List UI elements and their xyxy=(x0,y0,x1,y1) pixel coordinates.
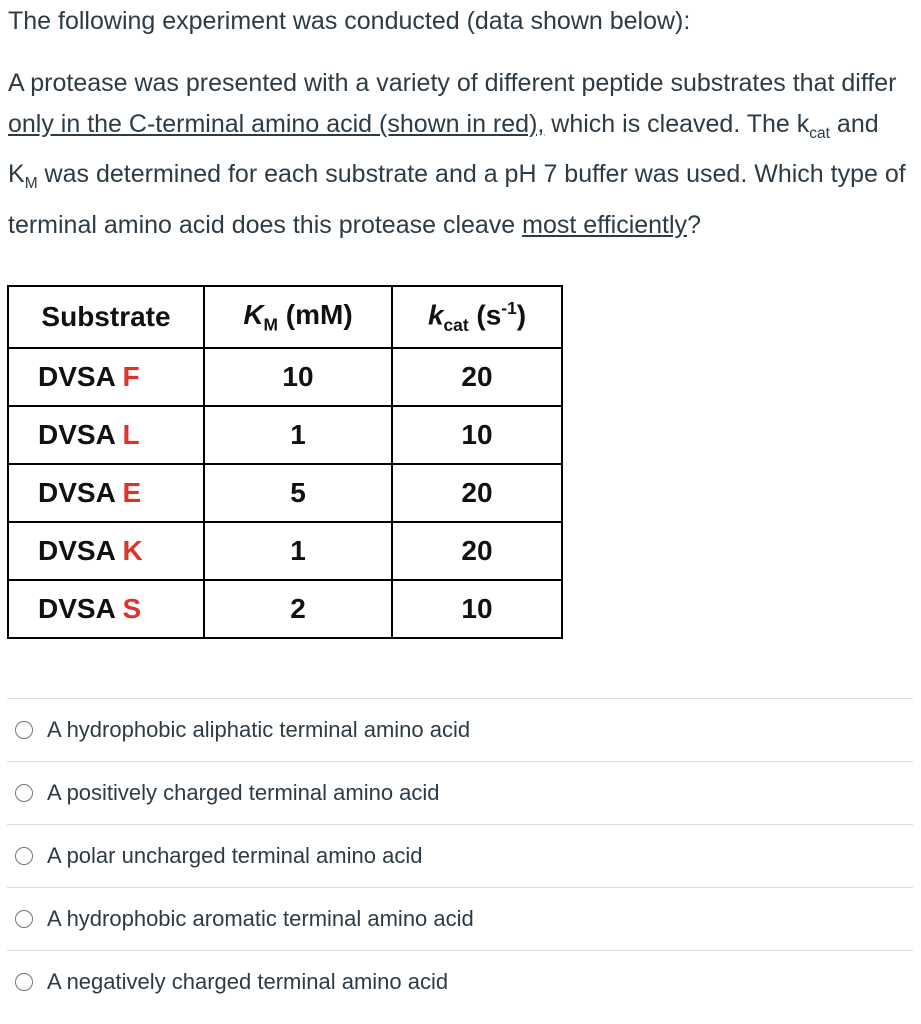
substrate-cell: DVSA E xyxy=(8,464,204,522)
underlined-phrase: only in the C-terminal amino acid (shown in red), xyxy=(8,109,545,138)
table-row xyxy=(8,522,562,580)
answer-option-aliphatic[interactable] xyxy=(7,698,913,761)
terminal-amino-acid: E xyxy=(122,477,142,508)
substrate-cell: DVSA F xyxy=(8,348,204,406)
kcat-symbol: $k_{cat}$ xyxy=(796,109,830,142)
km-cell: 2 xyxy=(204,580,392,638)
table-row xyxy=(8,406,562,464)
terminal-amino-acid: K xyxy=(122,535,143,566)
answer-label: A negatively charged terminal amino acid xyxy=(47,969,449,994)
kcat-cell: 20 xyxy=(392,522,562,580)
km-cell: 1 xyxy=(204,522,392,580)
terminal-amino-acid: F xyxy=(122,361,140,392)
answer-option-polar[interactable] xyxy=(7,824,913,887)
kcat-cell: 10 xyxy=(392,406,562,464)
terminal-amino-acid: S xyxy=(122,593,142,624)
substrate-cell: DVSA S xyxy=(8,580,204,638)
header-kcat: $k_{cat}$ $(s^{-1})$ xyxy=(392,286,562,348)
table-row xyxy=(8,580,562,638)
table-row xyxy=(8,464,562,522)
radio-button[interactable] xyxy=(15,973,33,991)
header-substrate: Substrate xyxy=(8,286,204,348)
kcat-cell: 20 xyxy=(392,348,562,406)
table-row xyxy=(8,348,562,406)
km-cell: 10 xyxy=(204,348,392,406)
underlined-phrase: most efficiently xyxy=(522,210,688,239)
substrate-cell: DVSA L xyxy=(8,406,204,464)
table-header-row xyxy=(8,286,562,348)
terminal-amino-acid: L xyxy=(122,419,140,450)
question-text-part: which is cleaved. The xyxy=(544,109,797,138)
radio-button[interactable] xyxy=(15,784,33,802)
substrate-cell: DVSA K xyxy=(8,522,204,580)
header-km: $K_M$ (mM) xyxy=(204,286,392,348)
answer-label: A polar uncharged terminal amino acid xyxy=(47,843,423,868)
question-text xyxy=(8,63,913,245)
kcat-cell: 10 xyxy=(392,580,562,638)
answer-label: A hydrophobic aliphatic terminal amino acid xyxy=(47,717,471,742)
question-text-part: ? xyxy=(687,210,701,239)
question-text-part: and K xyxy=(8,109,879,188)
km-subscript: M xyxy=(24,175,38,192)
km-cell: 1 xyxy=(204,406,392,464)
answer-label: A positively charged terminal amino acid xyxy=(47,780,440,805)
km-cell: 5 xyxy=(204,464,392,522)
answer-label: A hydrophobic aromatic terminal amino acid xyxy=(47,906,474,931)
answer-list xyxy=(7,698,913,1013)
question-title: The following experiment was conducted (data shown below): xyxy=(8,7,691,35)
kcat-cell: 20 xyxy=(392,464,562,522)
radio-button[interactable] xyxy=(15,721,33,739)
answer-option-positive[interactable] xyxy=(7,761,913,824)
question-text-part: was determined for each substrate and a pH 7 buffer was used. Which type of terminal amino acid does this protease cleave xyxy=(8,160,906,239)
radio-button[interactable] xyxy=(15,910,33,928)
question-text-part: A protease was presented with a variety of different peptide substrates that differ xyxy=(8,69,897,97)
kinetics-table xyxy=(7,285,563,639)
answer-option-negative[interactable] xyxy=(7,950,913,1013)
answer-option-aromatic[interactable] xyxy=(7,887,913,950)
radio-button[interactable] xyxy=(15,847,33,865)
